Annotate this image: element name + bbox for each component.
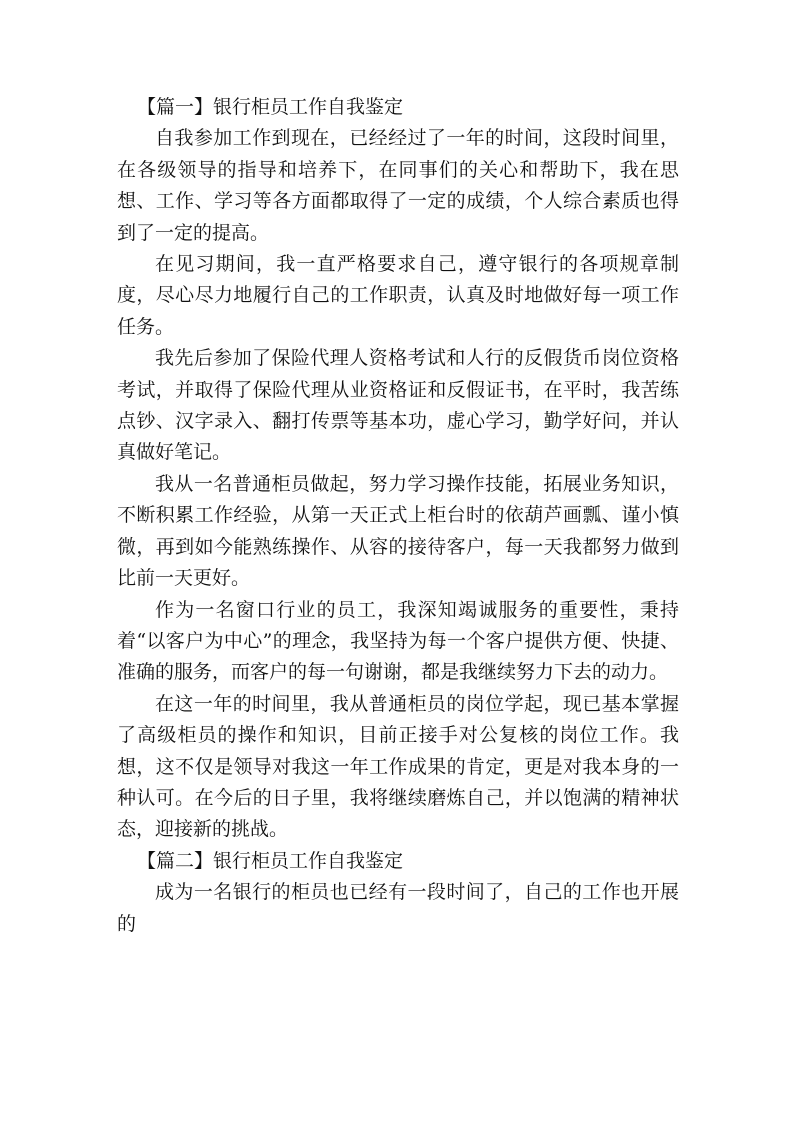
- paragraph-6: 在这一年的时间里，我从普通柜员的岗位学起，现已基本掌握了高级柜员的操作和知识，目前正接手对公复核的岗位工作。我想，这不仅是领导对我这一年工作成果的肯定，更是对我本身的一种认可。在今后的日子里，我将继续磨炼自己，并以饱满的精神状态，迎接新的挑战。: [117, 692, 679, 841]
- paragraph-3: 我先后参加了保险代理人资格考试和人行的反假货币岗位资格考试，并取得了保险代理从业资格证和反假证书，在平时，我苦练点钞、汉字录入、翻打传票等基本功，虚心学习，勤学好问，并认真做好笔记。: [117, 347, 679, 464]
- paragraph-1: 自我参加工作到现在，已经经过了一年的时间，这段时间里，在各级领导的指导和培养下，在同事们的关心和帮助下，我在思想、工作、学习等各方面都取得了一定的成绩，个人综合素质也得到了一定的提高。: [117, 127, 679, 244]
- section-heading-2: 【篇二】银行柜员工作自我鉴定: [137, 849, 404, 872]
- document-body: [117, 92, 679, 940]
- paragraph-7: 成为一名银行的柜员也已经有一段时间了，自己的工作也开展的: [117, 881, 679, 935]
- paragraph-2: 在见习期间，我一直严格要求自己，遵守银行的各项规章制度，尽心尽力地履行自己的工作职责，认真及时地做好每一项工作任务。: [117, 253, 679, 338]
- paragraph-4: 我从一名普通柜员做起，努力学习操作技能，拓展业务知识，不断积累工作经验，从第一天正式上柜台时的依葫芦画瓢、谨小慎微，再到如今能熟练操作、从容的接待客户，每一天我都努力做到比前一天更好。: [117, 472, 679, 590]
- section-heading-1: 【篇一】银行柜员工作自我鉴定: [137, 96, 404, 118]
- paragraph-5: 作为一名窗口行业的员工，我深知竭诚服务的重要性，秉持着“以客户为中心”的理念，我坚持为每一个客户提供方便、快捷、准确的服务，而客户的每一句谢谢，都是我继续努力下去的动力。: [117, 598, 679, 684]
